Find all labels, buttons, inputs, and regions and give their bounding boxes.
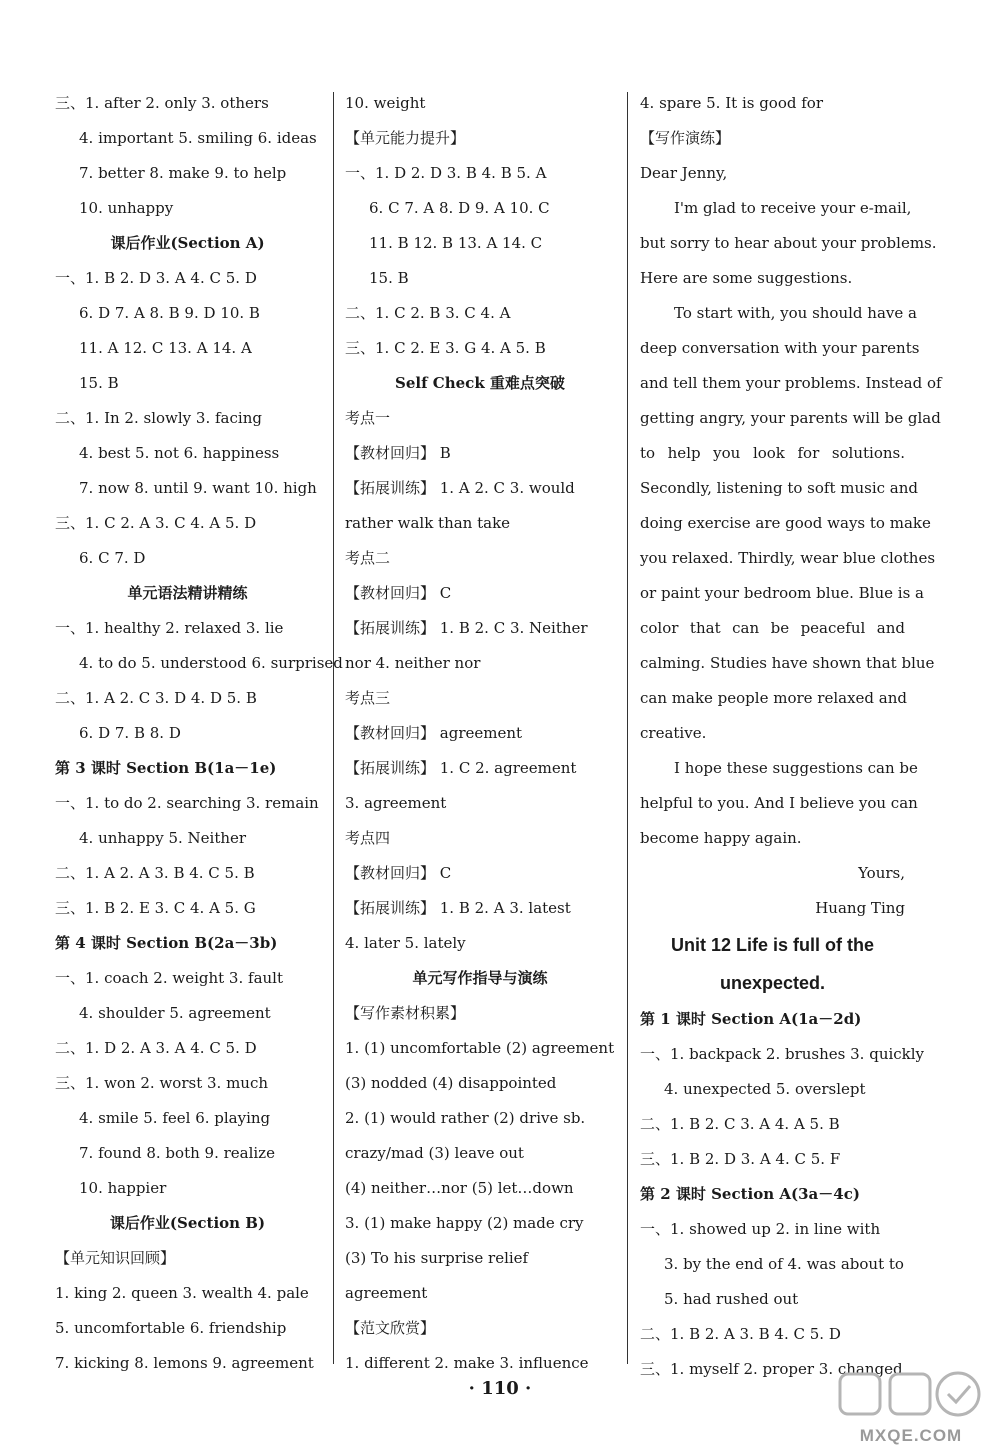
- answer-line: creative.: [640, 724, 707, 742]
- answer-line: 二、1. A 2. A 3. B 4. C 5. B: [55, 864, 255, 882]
- answer-line: 一、1. D 2. D 3. B 4. B 5. A: [345, 164, 547, 182]
- answer-line: I hope these suggestions can be: [674, 759, 918, 777]
- column-divider-right: [627, 92, 628, 1364]
- answer-line: 一、1. coach 2. weight 3. fault: [55, 969, 283, 987]
- answer-line: 15. B: [79, 374, 119, 392]
- answer-line: 【拓展训练】 1. A 2. C 3. would: [345, 479, 575, 497]
- answer-line: 单元语法精讲精练: [127, 584, 248, 602]
- answer-line: doing exercise are good ways to make: [640, 514, 931, 532]
- answer-line: calming. Studies have shown that blue: [640, 654, 935, 672]
- answer-line: 7. found 8. both 9. realize: [79, 1144, 275, 1162]
- answer-line: 7. better 8. make 9. to help: [79, 164, 287, 182]
- answer-line: (3) To his surprise relief: [345, 1249, 529, 1267]
- answer-line: Yours,: [858, 864, 905, 882]
- answer-line: can make people more relaxed and: [640, 689, 907, 707]
- answer-line: 【教材回归】 agreement: [345, 724, 523, 742]
- answer-line: 三、1. won 2. worst 3. much: [55, 1074, 269, 1092]
- answer-line: 4. spare 5. It is good for: [640, 94, 823, 112]
- answer-line: 二、1. B 2. C 3. A 4. A 5. B: [640, 1115, 840, 1133]
- answer-line: to help you look for solutions.: [640, 444, 905, 462]
- answer-line: 课后作业(Section A): [110, 234, 265, 252]
- answer-line: 一、1. healthy 2. relaxed 3. lie: [55, 619, 284, 637]
- answer-line: 第 3 课时 Section B(1a－1e): [55, 759, 277, 777]
- watermark-logo: [836, 1368, 986, 1448]
- answer-line: 第 1 课时 Section A(1a－2d): [640, 1010, 862, 1028]
- answer-line: I'm glad to receive your e-mail,: [674, 199, 912, 217]
- answer-line: Secondly, listening to soft music and: [640, 479, 919, 497]
- answer-line: 3. agreement: [345, 794, 447, 812]
- answer-line: 4. smile 5. feel 6. playing: [79, 1109, 271, 1127]
- watermark-text: MXQE.COM: [859, 1426, 963, 1445]
- answer-line: 二、1. In 2. slowly 3. facing: [55, 409, 262, 427]
- answer-line: 第 4 课时 Section B(2a－3b): [55, 934, 278, 952]
- answer-column-right: [640, 86, 942, 1387]
- answer-line: deep conversation with your parents: [640, 339, 920, 357]
- answer-line: 【教材回归】 C: [345, 584, 452, 602]
- answer-line: and tell them your problems. Instead of: [640, 374, 942, 392]
- answer-column-middle: [345, 86, 615, 1381]
- column-divider-left: [333, 92, 334, 1364]
- answer-line: 一、1. B 2. D 3. A 4. C 5. D: [55, 269, 257, 287]
- answer-line: 三、1. myself 2. proper 3. changed: [640, 1360, 903, 1378]
- answer-line: 7. kicking 8. lemons 9. agreement: [55, 1354, 314, 1372]
- answer-line: color that can be peaceful and: [640, 619, 905, 637]
- answer-line: 考点四: [345, 829, 391, 847]
- answer-line: 10. unhappy: [79, 199, 174, 217]
- answer-line: To start with, you should have a: [674, 304, 917, 322]
- answer-line: 二、1. B 2. A 3. B 4. C 5. D: [640, 1325, 841, 1343]
- answer-line: 4. to do 5. understood 6. surprised: [79, 654, 343, 672]
- answer-line: 10. happier: [79, 1179, 167, 1197]
- answer-line: Unit 12 Life is full of the: [670, 935, 874, 955]
- answer-line: you relaxed. Thirdly, wear blue clothes: [640, 549, 936, 567]
- answer-line: 7. now 8. until 9. want 10. high: [79, 479, 317, 497]
- answer-line: 2. (1) would rather (2) drive sb.: [345, 1109, 586, 1127]
- answer-line: 考点二: [345, 549, 391, 567]
- answer-line: but sorry to hear about your problems.: [640, 234, 937, 252]
- answer-line: 【单元能力提升】: [345, 129, 466, 147]
- answer-line: (3) nodded (4) disappointed: [345, 1074, 557, 1092]
- watermark-badge-icon: [836, 1368, 986, 1428]
- answer-line: 4. best 5. not 6. happiness: [79, 444, 280, 462]
- answer-line: agreement: [345, 1284, 428, 1302]
- answer-line: getting angry, your parents will be glad: [640, 409, 941, 427]
- answer-line: 1. (1) uncomfortable (2) agreement: [345, 1039, 615, 1057]
- answer-line: 二、1. D 2. A 3. A 4. C 5. D: [55, 1039, 257, 1057]
- answer-line: Dear Jenny,: [640, 164, 728, 182]
- answer-line: 二、1. C 2. B 3. C 4. A: [345, 304, 511, 322]
- answer-line: 【教材回归】 C: [345, 864, 452, 882]
- answer-line: 5. had rushed out: [664, 1290, 799, 1308]
- answer-line: Huang Ting: [815, 899, 905, 917]
- answer-line: 【范文欣赏】: [345, 1319, 436, 1337]
- answer-line: 6. C 7. D: [79, 549, 146, 567]
- answer-line: 3. by the end of 4. was about to: [664, 1255, 904, 1273]
- answer-line: 二、1. A 2. C 3. D 4. D 5. B: [55, 689, 257, 707]
- answer-line: 考点三: [345, 689, 391, 707]
- answer-line: (4) neither…nor (5) let…down: [345, 1179, 574, 1197]
- answer-line: become happy again.: [640, 829, 802, 847]
- answer-line: 4. later 5. lately: [345, 934, 466, 952]
- answer-line: 【拓展训练】 1. B 2. A 3. latest: [345, 899, 571, 917]
- answer-line: helpful to you. And I believe you can: [640, 794, 918, 812]
- answer-line: 【教材回归】 B: [345, 444, 451, 462]
- answer-line: 【拓展训练】 1. B 2. C 3. Neither: [345, 619, 588, 637]
- answer-line: 三、1. B 2. E 3. C 4. A 5. G: [55, 899, 256, 917]
- answer-line: 11. A 12. C 13. A 14. A: [79, 339, 252, 357]
- answer-line: 课后作业(Section B): [109, 1214, 266, 1232]
- answer-line: 单元写作指导与演练: [412, 969, 548, 987]
- answer-line: 一、1. showed up 2. in line with: [640, 1220, 881, 1238]
- answer-line: Self Check 重难点突破: [395, 374, 565, 392]
- answer-line: 【单元知识回顾】: [55, 1249, 176, 1267]
- answer-line: 一、1. to do 2. searching 3. remain: [55, 794, 319, 812]
- answer-line: 第 2 课时 Section A(3a－4c): [640, 1185, 860, 1203]
- answer-line: 【写作演练】: [640, 129, 731, 147]
- answer-line: 1. king 2. queen 3. wealth 4. pale: [55, 1284, 309, 1302]
- answer-line: 考点一: [345, 409, 391, 427]
- answer-line: 三、1. B 2. D 3. A 4. C 5. F: [640, 1150, 841, 1168]
- answer-line: 三、1. after 2. only 3. others: [55, 94, 269, 112]
- answer-line: rather walk than take: [345, 514, 511, 532]
- answer-line: 4. important 5. smiling 6. ideas: [79, 129, 317, 147]
- answer-column-left: [55, 86, 343, 1381]
- answer-line: 三、1. C 2. E 3. G 4. A 5. B: [345, 339, 546, 357]
- answer-line: 一、1. backpack 2. brushes 3. quickly: [640, 1045, 925, 1063]
- answer-line: crazy/mad (3) leave out: [345, 1144, 524, 1162]
- answer-line: 3. (1) make happy (2) made cry: [345, 1214, 584, 1232]
- answer-line: 6. D 7. B 8. D: [79, 724, 181, 742]
- page-number: · 110 ·: [468, 1378, 532, 1399]
- answer-line: 【写作素材积累】: [345, 1004, 466, 1022]
- answer-line: 6. C 7. A 8. D 9. A 10. C: [369, 199, 550, 217]
- answer-line: 15. B: [369, 269, 409, 287]
- answer-line: 10. weight: [345, 94, 426, 112]
- answer-line: or paint your bedroom blue. Blue is a: [640, 584, 924, 602]
- answer-line: 三、1. C 2. A 3. C 4. A 5. D: [55, 514, 257, 532]
- answer-line: 4. unexpected 5. overslept: [664, 1080, 866, 1098]
- answer-line: 1. different 2. make 3. influence: [345, 1354, 589, 1372]
- answer-line: 11. B 12. B 13. A 14. C: [369, 234, 543, 252]
- answer-line: 5. uncomfortable 6. friendship: [55, 1319, 287, 1337]
- answer-line: nor 4. neither nor: [345, 654, 481, 672]
- answer-line: 4. shoulder 5. agreement: [79, 1004, 271, 1022]
- answer-line: unexpected.: [719, 973, 826, 993]
- answer-line: 【拓展训练】 1. C 2. agreement: [345, 759, 577, 777]
- answer-line: 4. unhappy 5. Neither: [79, 829, 247, 847]
- answer-line: 6. D 7. A 8. B 9. D 10. B: [79, 304, 260, 322]
- answer-line: Here are some suggestions.: [640, 269, 853, 287]
